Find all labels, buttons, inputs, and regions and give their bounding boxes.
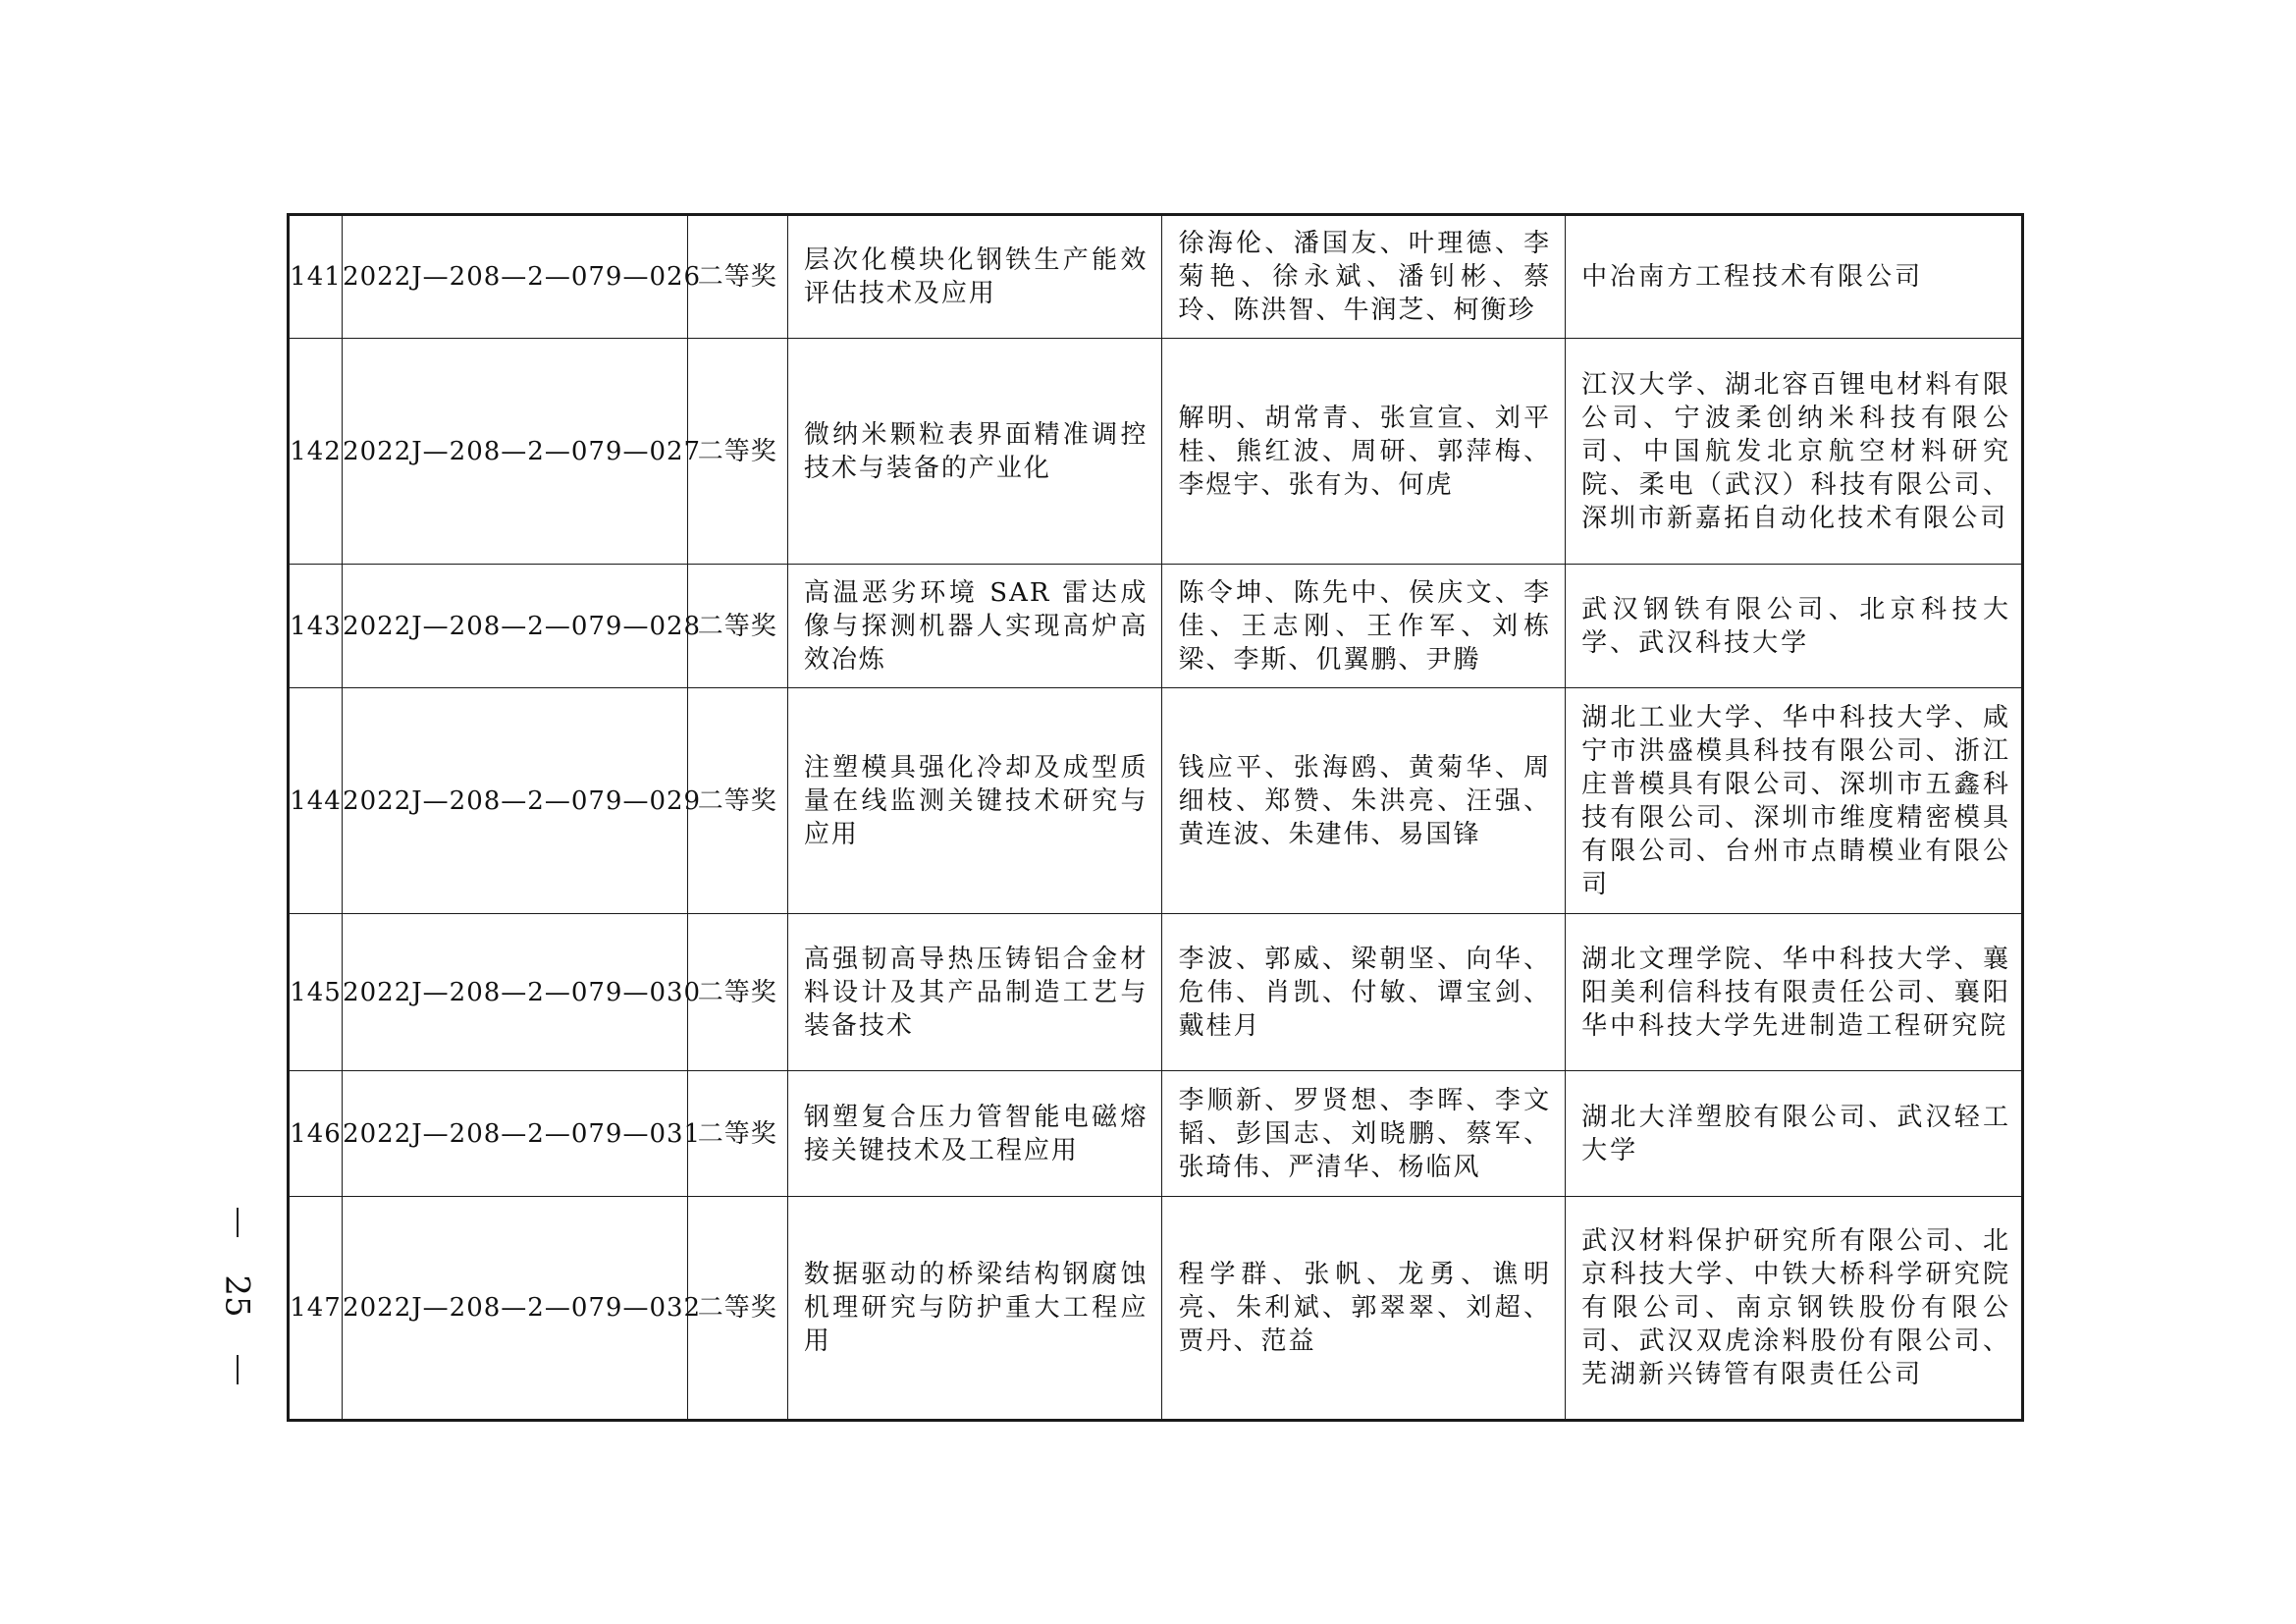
people-list: 解明、胡常青、张宣宣、刘平桂、熊红波、周研、郭萍梅、李煜宇、张有为、何虎 bbox=[1178, 403, 1552, 500]
award-level: 二等奖 bbox=[687, 565, 787, 688]
project-name-cell bbox=[787, 215, 1162, 339]
award-level: 二等奖 bbox=[687, 914, 787, 1071]
project-code: 2022J—208—2—079—027 bbox=[343, 339, 688, 565]
row-index: 142 bbox=[289, 339, 343, 565]
organization-list: 中冶南方工程技术有限公司 bbox=[1581, 262, 1924, 292]
people-cell bbox=[1162, 339, 1566, 565]
project-name-cell bbox=[787, 688, 1162, 914]
table-row bbox=[289, 339, 2023, 565]
org-cell bbox=[1566, 914, 2023, 1071]
project-name: 高强韧高导热压铸铝合金材料设计及其产品制造工艺与装备技术 bbox=[803, 944, 1148, 1041]
people-cell bbox=[1162, 215, 1566, 339]
people-list: 程学群、张帆、龙勇、谯明亮、朱利斌、郭翠翠、刘超、贾丹、范益 bbox=[1178, 1260, 1552, 1356]
project-name: 钢塑复合压力管智能电磁熔接关键技术及工程应用 bbox=[803, 1102, 1148, 1165]
page-number-dash-bottom bbox=[237, 1355, 239, 1384]
people-list: 李波、郭威、梁朝坚、向华、危伟、肖凯、付敏、谭宝剑、戴桂月 bbox=[1178, 944, 1552, 1041]
project-name-cell bbox=[787, 1071, 1162, 1197]
organization-list: 武汉钢铁有限公司、北京科技大学、武汉科技大学 bbox=[1581, 594, 2011, 658]
project-code: 2022J—208—2—079—026 bbox=[343, 215, 688, 339]
project-code: 2022J—208—2—079—031 bbox=[343, 1071, 688, 1197]
table-row bbox=[289, 1071, 2023, 1197]
project-name: 微纳米颗粒表界面精准调控技术与装备的产业化 bbox=[803, 419, 1148, 483]
org-cell bbox=[1566, 1197, 2023, 1421]
project-name: 注塑模具强化冷却及成型质量在线监测关键技术研究与应用 bbox=[803, 752, 1148, 849]
project-code: 2022J—208—2—079—030 bbox=[343, 914, 688, 1071]
org-cell bbox=[1566, 339, 2023, 565]
people-list: 陈令坤、陈先中、侯庆文、李佳、王志刚、王作军、刘栋梁、李斯、仉翼鹏、尹腾 bbox=[1178, 577, 1552, 675]
people-cell bbox=[1162, 688, 1566, 914]
project-code: 2022J—208—2—079—029 bbox=[343, 688, 688, 914]
organization-list: 湖北工业大学、华中科技大学、咸宁市洪盛模具科技有限公司、浙江庄普模具有限公司、深圳市五鑫科技有限公司、深圳市维度精密模具有限公司、台州市点睛模业有限公司 bbox=[1581, 702, 2011, 899]
row-index: 146 bbox=[289, 1071, 343, 1197]
organization-list: 湖北大洋塑胶有限公司、武汉轻工大学 bbox=[1581, 1102, 2011, 1165]
people-list: 徐海伦、潘国友、叶理德、李菊艳、徐永斌、潘钊彬、蔡玲、陈洪智、牛润芝、柯衡珍 bbox=[1178, 229, 1552, 325]
award-level: 二等奖 bbox=[687, 1197, 787, 1421]
project-name-cell bbox=[787, 1197, 1162, 1421]
table-row bbox=[289, 688, 2023, 914]
row-index: 145 bbox=[289, 914, 343, 1071]
row-index: 143 bbox=[289, 565, 343, 688]
award-level: 二等奖 bbox=[687, 215, 787, 339]
people-cell bbox=[1162, 914, 1566, 1071]
row-index: 147 bbox=[289, 1197, 343, 1421]
people-list: 李顺新、罗贤想、李晖、李文韬、彭国志、刘晓鹏、蔡军、张琦伟、严清华、杨临风 bbox=[1178, 1085, 1552, 1182]
table-row bbox=[289, 1197, 2023, 1421]
project-code: 2022J—208—2—079—032 bbox=[343, 1197, 688, 1421]
award-level: 二等奖 bbox=[687, 688, 787, 914]
project-name-cell bbox=[787, 339, 1162, 565]
org-cell bbox=[1566, 215, 2023, 339]
award-level: 二等奖 bbox=[687, 1071, 787, 1197]
row-index: 141 bbox=[289, 215, 343, 339]
people-cell bbox=[1162, 565, 1566, 688]
project-name: 数据驱动的桥梁结构钢腐蚀机理研究与防护重大工程应用 bbox=[803, 1260, 1148, 1356]
awards-table bbox=[287, 213, 2024, 1422]
people-cell bbox=[1162, 1197, 1566, 1421]
award-level: 二等奖 bbox=[687, 339, 787, 565]
project-code: 2022J—208—2—079—028 bbox=[343, 565, 688, 688]
org-cell bbox=[1566, 565, 2023, 688]
organization-list: 湖北文理学院、华中科技大学、襄阳美利信科技有限责任公司、襄阳华中科技大学先进制造工程研究院 bbox=[1581, 944, 2011, 1041]
page-number-text: 25 bbox=[217, 1274, 257, 1318]
org-cell bbox=[1566, 1071, 2023, 1197]
project-name-cell bbox=[787, 914, 1162, 1071]
page-number bbox=[208, 1208, 267, 1384]
page-number-dash-top bbox=[237, 1208, 239, 1237]
project-name: 层次化模块化钢铁生产能效评估技术及应用 bbox=[803, 245, 1148, 308]
project-name-cell bbox=[787, 565, 1162, 688]
org-cell bbox=[1566, 688, 2023, 914]
organization-list: 江汉大学、湖北容百锂电材料有限公司、宁波柔创纳米科技有限公司、中国航发北京航空材料研究院、柔电（武汉）科技有限公司、深圳市新嘉拓自动化技术有限公司 bbox=[1581, 369, 2011, 533]
row-index: 144 bbox=[289, 688, 343, 914]
project-name: 高温恶劣环境 SAR 雷达成像与探测机器人实现高炉高效冶炼 bbox=[803, 577, 1148, 675]
organization-list: 武汉材料保护研究所有限公司、北京科技大学、中铁大桥科学研究院有限公司、南京钢铁股份有限公司、武汉双虎涂料股份有限公司、芜湖新兴铸管有限责任公司 bbox=[1581, 1226, 2011, 1389]
people-list: 钱应平、张海鸥、黄菊华、周细枝、郑赞、朱洪亮、汪强、黄连波、朱建伟、易国锋 bbox=[1178, 752, 1552, 849]
table-row bbox=[289, 565, 2023, 688]
table-row bbox=[289, 914, 2023, 1071]
table-row bbox=[289, 215, 2023, 339]
people-cell bbox=[1162, 1071, 1566, 1197]
